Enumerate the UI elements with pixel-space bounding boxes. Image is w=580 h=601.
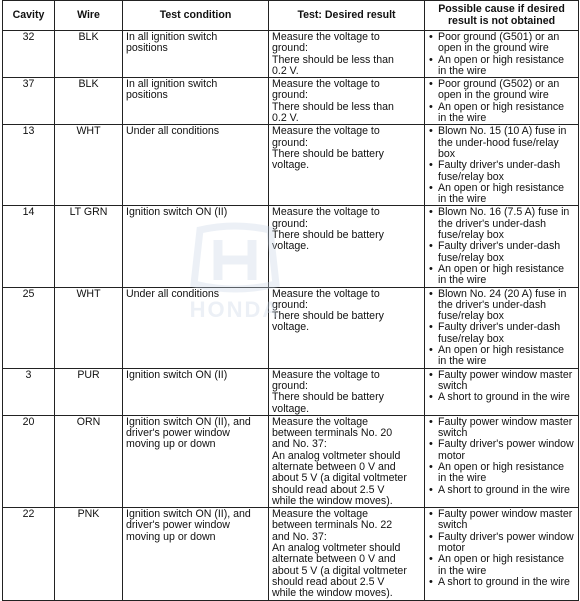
test-condition-cell: In all ignition switch positions xyxy=(123,31,269,78)
wire-color-cell: ORN xyxy=(55,415,123,507)
wire-color-cell: PNK xyxy=(55,508,123,600)
wire-color-cell: WHT xyxy=(55,125,123,206)
possible-cause-cell xyxy=(425,78,579,125)
cause-item: • Faulty driver's under-dash fuse/relay box xyxy=(428,241,575,264)
cause-list xyxy=(428,417,575,496)
cause-item: • Poor ground (G501) or an open in the ground wire xyxy=(428,32,575,55)
cause-item: • An open or high resistance in the wire xyxy=(428,264,575,287)
wire-color-cell: BLK xyxy=(55,78,123,125)
cause-item: • Faulty power window master switch xyxy=(428,509,575,532)
cause-list xyxy=(428,370,575,404)
test-table-sheet xyxy=(2,0,578,600)
cause-item: • A short to ground in the wire xyxy=(428,485,575,496)
header-row xyxy=(3,1,579,31)
test-condition-cell: Under all conditions xyxy=(123,287,269,368)
table-row xyxy=(3,415,579,507)
possible-cause-cell xyxy=(425,368,579,415)
desired-result-cell: Measure the voltage to ground: There should be battery voltage. xyxy=(269,206,425,287)
desired-result-cell: Measure the voltage to ground: There should be less than 0.2 V. xyxy=(269,78,425,125)
possible-cause-cell xyxy=(425,31,579,78)
table-row xyxy=(3,508,579,600)
table-row xyxy=(3,206,579,287)
cavity-cell: 22 xyxy=(3,508,55,600)
cavity-cell: 32 xyxy=(3,31,55,78)
cause-item: • Faulty driver's power window motor xyxy=(428,532,575,555)
possible-cause-cell xyxy=(425,125,579,206)
possible-cause-cell xyxy=(425,508,579,600)
desired-result-cell: Measure the voltage to ground: There should be battery voltage. xyxy=(269,287,425,368)
table-row xyxy=(3,287,579,368)
cavity-cell: 20 xyxy=(3,415,55,507)
wire-color-cell: BLK xyxy=(55,31,123,78)
table-row xyxy=(3,125,579,206)
cause-item: • Faulty driver's power window motor xyxy=(428,439,575,462)
test-condition-cell: Ignition switch ON (II) xyxy=(123,206,269,287)
cause-item: • Poor ground (G502) or an open in the ground wire xyxy=(428,79,575,102)
cause-item: • An open or high resistance in the wire xyxy=(428,102,575,125)
cause-item: • Faulty driver's under-dash fuse/relay box xyxy=(428,160,575,183)
cavity-cell: 13 xyxy=(3,125,55,206)
test-condition-cell: Under all conditions xyxy=(123,125,269,206)
cause-list xyxy=(428,289,575,368)
header-wire: Wire xyxy=(55,1,123,31)
header-cavity: Cavity xyxy=(3,1,55,31)
cause-list xyxy=(428,79,575,124)
desired-result-cell: Measure the voltage between terminals No. 20 and No. 37: An analog voltmeter should alternate between 0 V and about 5 V (a digital voltmeter should read about 2.5 V while the window moves). xyxy=(269,415,425,507)
cause-item: • An open or high resistance in the wire xyxy=(428,183,575,206)
cause-item: • Faulty driver's under-dash fuse/relay box xyxy=(428,322,575,345)
wire-color-cell: WHT xyxy=(55,287,123,368)
possible-cause-cell xyxy=(425,287,579,368)
cause-list xyxy=(428,207,575,286)
possible-cause-cell xyxy=(425,415,579,507)
cause-item: • Faulty power window master switch xyxy=(428,370,575,393)
wire-color-cell: LT GRN xyxy=(55,206,123,287)
cavity-cell: 3 xyxy=(3,368,55,415)
cavity-cell: 25 xyxy=(3,287,55,368)
test-condition-cell: Ignition switch ON (II), and driver's power window moving up or down xyxy=(123,508,269,600)
cause-list xyxy=(428,126,575,205)
wire-color-cell: PUR xyxy=(55,368,123,415)
cause-list xyxy=(428,509,575,588)
test-condition-cell: Ignition switch ON (II), and driver's power window moving up or down xyxy=(123,415,269,507)
table-row xyxy=(3,31,579,78)
table-row xyxy=(3,78,579,125)
cavity-cell: 37 xyxy=(3,78,55,125)
test-condition-cell: In all ignition switch positions xyxy=(123,78,269,125)
desired-result-cell: Measure the voltage to ground: There should be battery voltage. xyxy=(269,125,425,206)
cause-item: • An open or high resistance in the wire xyxy=(428,462,575,485)
cause-item: • An open or high resistance in the wire xyxy=(428,554,575,577)
cause-item: • Blown No. 16 (7.5 A) fuse in the driver's under-dash fuse/relay box xyxy=(428,207,575,241)
cause-item: • Blown No. 24 (20 A) fuse in the driver's under-dash fuse/relay box xyxy=(428,289,575,323)
header-desired-result: Test: Desired result xyxy=(269,1,425,31)
desired-result-cell: Measure the voltage between terminals No. 22 and No. 37: An analog voltmeter should alternate between 0 V and about 5 V (a digital voltmeter should read about 2.5 V while the window moves). xyxy=(269,508,425,600)
cause-item: • Faulty power window master switch xyxy=(428,417,575,440)
table-row xyxy=(3,368,579,415)
cause-item: • Blown No. 15 (10 A) fuse in the under-hood fuse/relay box xyxy=(428,126,575,160)
cause-item: • A short to ground in the wire xyxy=(428,577,575,588)
cavity-cell: 14 xyxy=(3,206,55,287)
terminal-test-table xyxy=(2,0,579,601)
cause-item: • An open or high resistance in the wire xyxy=(428,345,575,368)
cause-item: • An open or high resistance in the wire xyxy=(428,55,575,78)
cause-list xyxy=(428,32,575,77)
header-test-condition: Test condition xyxy=(123,1,269,31)
desired-result-cell: Measure the voltage to ground: There should be battery voltage. xyxy=(269,368,425,415)
svg-text:HONDA: HONDA xyxy=(189,297,281,322)
test-condition-cell: Ignition switch ON (II) xyxy=(123,368,269,415)
header-possible-cause: Possible cause if desired result is not obtained xyxy=(425,1,579,31)
cause-item: • A short to ground in the wire xyxy=(428,392,575,403)
possible-cause-cell xyxy=(425,206,579,287)
desired-result-cell: Measure the voltage to ground: There should be less than 0.2 V. xyxy=(269,31,425,78)
